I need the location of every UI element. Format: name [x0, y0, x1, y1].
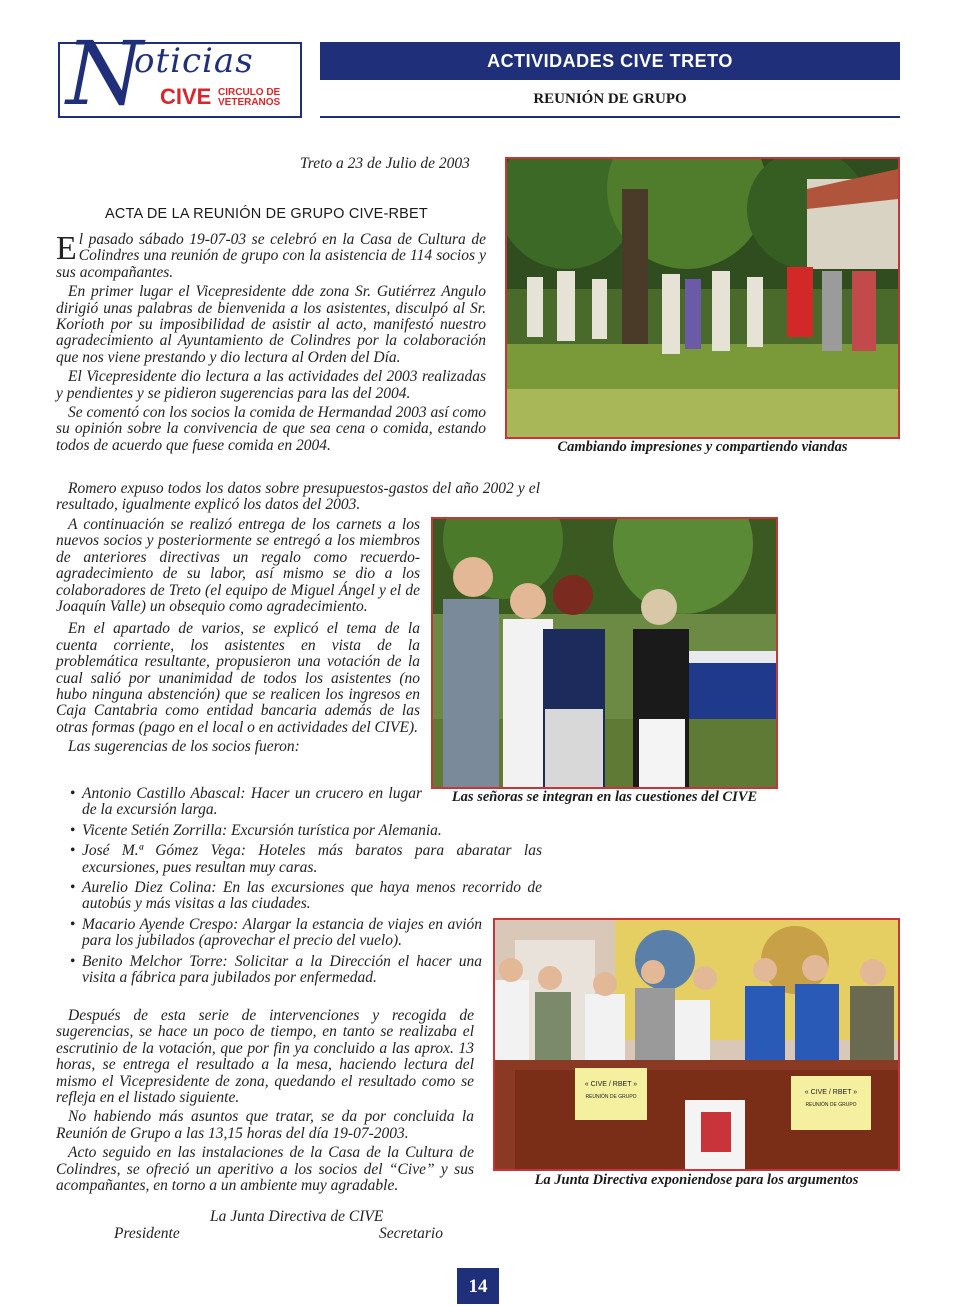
photo-board-directors: [493, 918, 900, 1171]
sign-president: Presidente: [114, 1225, 180, 1242]
table-sign-2: « CIVE / RBET »: [804, 1089, 858, 1096]
suggestion-item: • Vicente Setién Zorrilla: Excursión turística por Alemania.: [56, 823, 542, 839]
logo-brand: CIVE: [160, 84, 212, 109]
text-block-1: [56, 232, 486, 457]
suggestion-item: • José M.ª Gómez Vega: Hoteles más baratos para abaratar las excursiones, pues resultan muy caras.: [56, 843, 542, 876]
suggestion-item: • Aurelio Diez Colina: En las excursiones que haya menos recorrido de autobús y más visitas a las ciudades.: [56, 880, 542, 913]
photo-board-image: [495, 920, 898, 1169]
logo-subtitle-line-1: CIRCULO DE: [218, 87, 281, 98]
paragraph-5: Romero expuso todos los datos sobre presupuestos-gastos del año 2002 y el resultado, igualmente explicó los datos del 2003.: [56, 480, 540, 514]
paragraph-6: A continuación se realizó entrega de los carnets a los nuevos socios y posteriormente se entregó a los miembros de anteriores directivas un regalo como recuerdo-agradecimiento de su labor, así mismo se dio a los colaboradores de Treto (el equipo de Miguel Ángel y el de Joaquín Valle) un obsequio como agradecimiento.: [56, 516, 420, 616]
article-headline: ACTA DE LA REUNIÓN DE GRUPO CIVE-RBET: [105, 206, 428, 222]
logo-subtitle: [218, 88, 298, 108]
photo-2-caption: Las señoras se integran en las cuestiones del CIVE: [451, 789, 758, 805]
suggestion-item: • Antonio Castillo Abascal: Hacer un crucero en lugar de la excursión larga.: [56, 786, 422, 819]
table-sign-2-sub: REUNIÓN DE GRUPO: [805, 1102, 857, 1108]
photo-3-caption: La Junta Directiva exponiendose para los argumentos: [534, 1172, 859, 1188]
paragraph-10: No habiendo más asuntos que tratar, se da por concluida la Reunión de Grupo a las 13,15 horas del día 19-07-2003.: [56, 1108, 474, 1142]
signature: La Junta Directiva de CIVE: [210, 1208, 384, 1225]
paragraph-3: El Vicepresidente dio lectura a las actividades del 2003 realizadas y pendientes y se pidieron sugerencias para las del 2004.: [56, 368, 486, 402]
text-block-4: [56, 1008, 474, 1197]
dateline: Treto a 23 de Julio de 2003: [300, 155, 470, 172]
drop-cap: E: [56, 230, 77, 267]
text-block-3: [56, 517, 420, 759]
photo-garden-image: [507, 159, 898, 437]
suggestion-item: • Benito Melchor Torre: Solicitar a la Dirección el hacer una visita a fábrica para jubilados por enfermedad.: [56, 954, 482, 987]
logo-initial: N: [66, 22, 143, 125]
photo-garden-gathering: [505, 157, 900, 439]
paragraph-4: Se comentó con los socios la comida de Hermandad 2003 así como su opinión sobre la convivencia de que sea cena o comida, estando todos de acuerdo que fuese comida en 2004.: [56, 404, 487, 454]
photo-women-image: [433, 519, 776, 787]
text-block-2: [56, 481, 540, 517]
photo-1-caption: Cambiando impresiones y compartiendo viandas: [557, 439, 848, 455]
paragraph-2: En primer lugar el Vicepresidente dde zona Sr. Gutiérrez Angulo dirigió unas palabras de bienvenida a los asistentes, disculpó al Sr. Korioth por su imposibilidad de asistir al acto, manifestó nuestro agradecimiento al Ayuntamiento de Colindres por la colaboración que nos viene prestando y dio lectura al Orden del Día.: [56, 283, 486, 366]
paragraph-1: [56, 232, 486, 281]
paragraph-8: Las sugerencias de los socios fueron:: [68, 738, 300, 756]
paragraph-9: Después de esta serie de intervenciones y recogida de sugerencias, se hace un poco de tiempo, en tanto se realizaba el escrutinio de la votación, que por fin ya concluido a las aprox. 13 horas, se entrega el resultado a la mesa, haciendo lectura del mismo el Vicepresidente de zona, quedando el resultado como se refleja en el listado siguiente.: [56, 1007, 474, 1107]
section-subtitle: REUNIÓN DE GRUPO: [320, 82, 900, 118]
page-number: 14: [457, 1268, 499, 1304]
table-sign-1-sub: REUNIÓN DE GRUPO: [585, 1094, 637, 1100]
section-title: ACTIVIDADES CIVE TRETO: [320, 42, 900, 80]
suggestion-item: • Macario Ayende Crespo: Alargar la estancia de viajes en avión para los jubilados (aprovechar el precio del vuelo).: [56, 917, 482, 950]
paragraph-11: Acto seguido en las instalaciones de la Casa de la Cultura de Colindres, se ofreció un aperitivo a los socios del “Cive” y sus acompañantes, en torno a un ambiente muy agradable.: [56, 1144, 474, 1195]
paragraph-1-text: l pasado sábado 19-07-03 se celebró en la Casa de Cultura de Colindres una reunión de grupo con la asistencia de 114 socios y sus acompañantes.: [56, 231, 486, 281]
table-sign-1: « CIVE / RBET »: [584, 1081, 638, 1088]
paragraph-7: En el apartado de varios, se explicó el tema de la cuenta corriente, los asistentes en vista de la problemática resultante, propusieron una votación de la cual salió por unanimidad de todos los asistentes (no hubo ninguna abstención) que se realicen los ingresos en Caja Cantabria como entidad bancaria además de las otras formas (pago en el local o en actividades del CIVE).: [56, 620, 420, 736]
sign-secretary: Secretario: [379, 1225, 443, 1242]
photo-women-table: [431, 517, 778, 789]
suggestions-list: [56, 786, 542, 990]
logo-subtitle-line-2: VETERANOS: [218, 97, 281, 108]
logo-word: oticias: [134, 41, 254, 81]
